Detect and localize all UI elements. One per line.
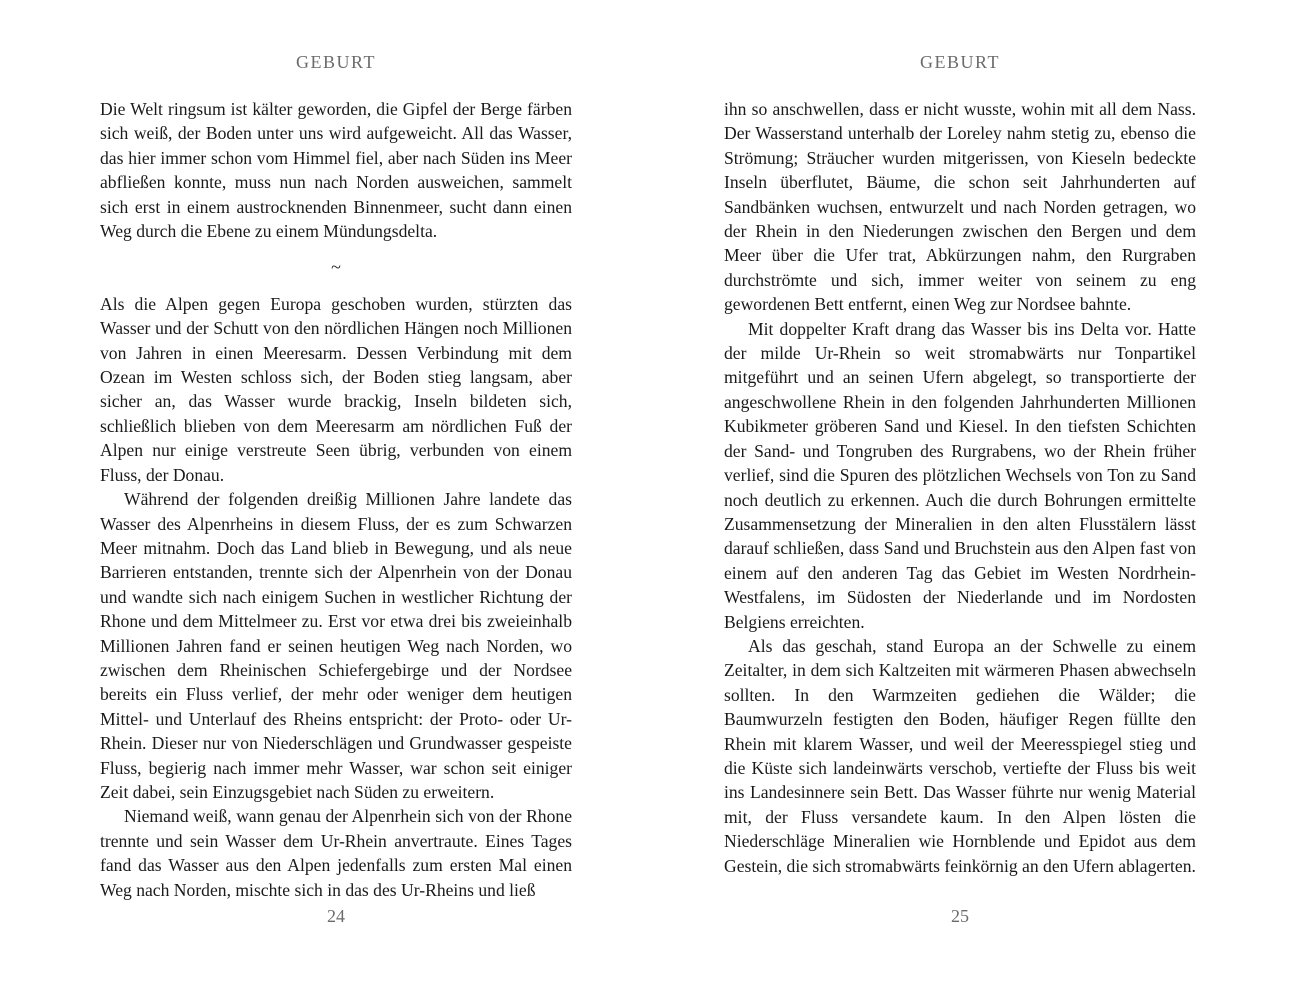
page-number: 25 bbox=[951, 906, 969, 926]
paragraph: ihn so anschwellen, dass er nicht wusste, wohin mit all dem Nass. Der Wasserstand unterhalb der Loreley nahm stetig zu, ebenso die Strömung; Sträucher wurden mitgerissen, von Kieseln bedeckte Inseln überflutet, Bäume, die schon seit Jahrhunderten auf Sandbänken wuchsen, entwurzelt und nach Norden getragen, wo der Rhein in den Niederungen zwischen den Bergen und dem Meer über die Ufer trat, Abkürzungen nahm, den Rurgraben durchströmte und sich, immer weiter von seinem zu eng gewordenen Bett entfernt, einen Weg zur Nordsee bahnte. bbox=[724, 99, 1196, 315]
paragraph: Während der folgenden dreißig Millionen Jahre landete das Wasser des Alpenrheins in diesem Fluss, der es zum Schwarzen Meer mitnahm. Doch das Land blieb in Bewegung, und als neue Barrieren entstanden, trennte sich der Alpenrhein von der Donau und wandte sich nach einigem Suchen in westlicher Richtung der Rhone und dem Mittelmeer zu. Erst vor etwa drei bis zweieinhalb Millionen Jahren fand er seinen heutigen Weg nach Norden, wo zwischen dem Rheinischen Schiefergebirge und der Nordsee bereits ein Fluss verlief, der mehr oder weniger dem heutigen Mittel- und Unterlauf des Rheins entspricht: der Proto- oder Ur-Rhein. Dieser nur von Niederschlägen und Grundwasser gespeiste Fluss, begierig nach immer mehr Wasser, war schon seit einiger Zeit dabei, sein Einzugsgebiet nach Süden zu erweitern. bbox=[100, 489, 572, 802]
running-head: GEBURT bbox=[920, 52, 1000, 72]
text-block bbox=[724, 97, 1196, 878]
paragraph: Als die Alpen gegen Europa geschoben wurden, stürzten das Wasser und der Schutt von den nördlichen Hängen noch Millionen von Jahren in einen Meeresarm. Dessen Verbindung mit dem Ozean im Westen schloss sich, der Boden stieg langsam, aber sicher an, das Wasser wurde brackig, Inseln bildeten sich, schließlich blieben von dem Meeresarm am nördlichen Fuß der Alpen nur einige verstreute Seen übrig, verbunden von einem Fluss, der Donau. bbox=[100, 293, 572, 485]
paragraph: Mit doppelter Kraft drang das Wasser bis ins Delta vor. Hatte der milde Ur-Rhein so weit stromabwärts nur Tonpartikel mitgeführt und an seinen Ufern abgelegt, so transportierte der angeschwollene Rhein in den folgenden Jahrhunderten Millionen Kubikmeter gröberen Sand und Kiesel. In den tiefsten Schichten der Sand- und Tongruben des Rurgrabens, wo der Rhein früher verlief, sind die Spuren des plötzlichen Wechsels von Ton zu Sand noch deutlich zu erkennen. Auch die durch Bohrungen ermittelte Zusammensetzung der Mineralien in den alten Flusstälern lässt darauf schließen, dass Sand und Bruchstein aus den Alpen fast von einem auf den anderen Tag das Gebiet im Westen Nordrhein-Westfalens, im Südosten der Niederlande und im Nordosten Belgiens erreichten. bbox=[724, 318, 1196, 632]
right-page bbox=[724, 0, 1196, 1000]
running-head: GEBURT bbox=[296, 52, 376, 72]
paragraph: Als das geschah, stand Europa an der Schwelle zu einem Zeitalter, in dem sich Kaltzeiten mit wärmeren Phasen abwechseln sollten. In den Warmzeiten gediehen die Wälder; die Baumwurzeln festigten den Boden, häufiger Regen füllte den Rhein mit klarem Wasser, und weil der Meeresspiegel stieg und die Küste sich landeinwärts verschob, vertiefte der Fluss bis weit ins Landesinnere sein Bett. Das Wasser führte nur wenig Material mit, der Fluss versandete kaum. In den Alpen lösten die Niederschläge Mineralien wie Hornblende und Epidot aus dem Gestein, die sich stromabwärts feinkörnig an den Ufern ablagerten. bbox=[724, 635, 1196, 876]
left-page bbox=[100, 0, 572, 1000]
section-break-ornament: ~ bbox=[331, 257, 341, 278]
paragraph: Die Welt ringsum ist kälter geworden, die Gipfel der Berge färben sich weiß, der Boden unter uns wird aufgeweicht. All das Wasser, das hier immer schon vom Himmel fiel, aber nach Süden ins Meer abfließen konnte, muss nun nach Norden ausweichen, sammelt sich erst in einem austrocknenden Binnenmeer, sucht dann einen Weg durch die Ebene zu einem Mündungsdelta. bbox=[100, 99, 572, 242]
paragraph: Niemand weiß, wann genau der Alpenrhein sich von der Rhone trennte und sein Wasser dem Ur-Rhein anvertraute. Eines Tages fand das Wasser aus den Alpen jedenfalls zum ersten Mal einen Weg nach Norden, mischte sich in das des Ur-Rheins und ließ bbox=[100, 806, 572, 900]
text-block bbox=[100, 97, 572, 902]
page-number: 24 bbox=[327, 906, 345, 926]
